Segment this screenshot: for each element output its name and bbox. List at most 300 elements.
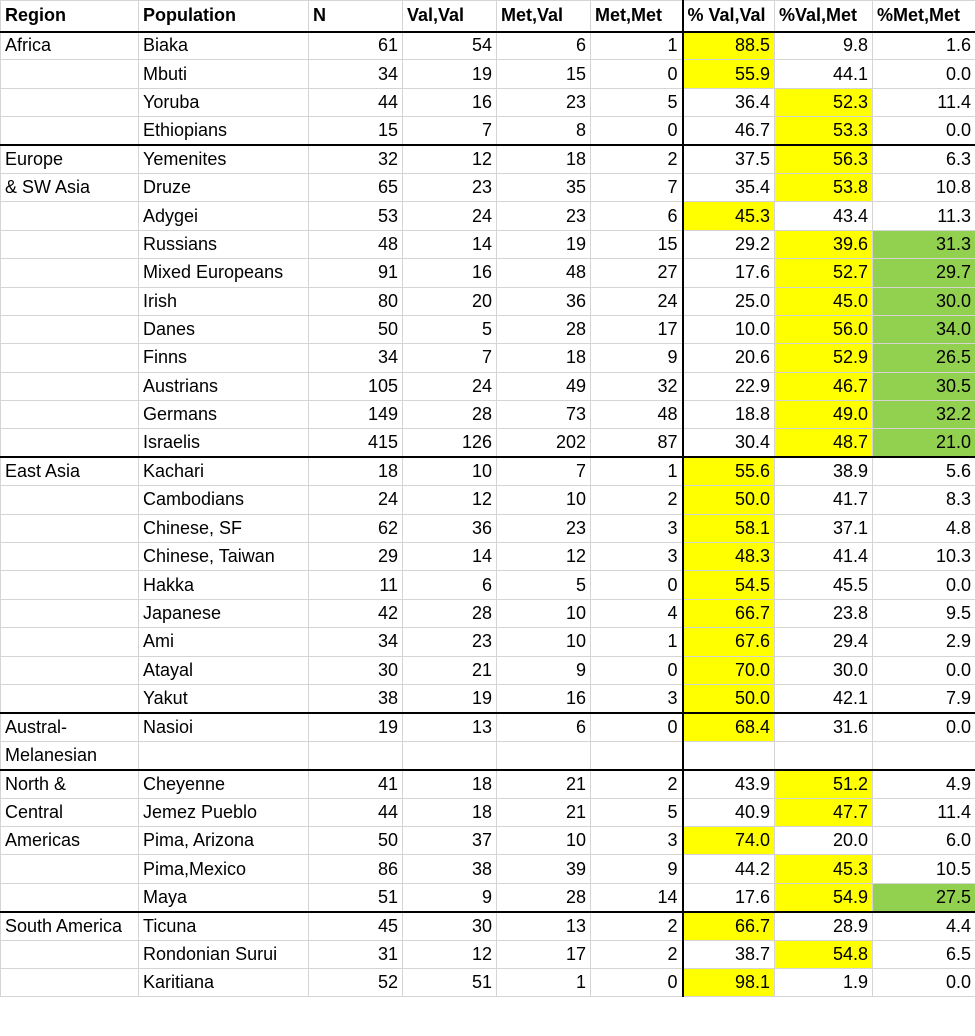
- population-cell: Rondonian Surui: [139, 940, 309, 968]
- pct-val-met-cell: 43.4: [775, 202, 873, 230]
- n-cell: 42: [309, 599, 403, 627]
- population-cell: Adygei: [139, 202, 309, 230]
- met-met-cell: 7: [591, 173, 683, 201]
- table-row: [1, 940, 975, 968]
- met-met-cell: 0: [591, 713, 683, 741]
- region-cell: [1, 60, 139, 88]
- val-val-cell: 7: [403, 117, 497, 145]
- pct-val-met-cell: 31.6: [775, 713, 873, 741]
- region-cell: & SW Asia: [1, 173, 139, 201]
- met-met-cell: 15: [591, 230, 683, 258]
- region-cell: [1, 88, 139, 116]
- pct-val-met-cell: 48.7: [775, 429, 873, 457]
- population-cell: Maya: [139, 883, 309, 911]
- table-row: [1, 230, 975, 258]
- population-cell: Mixed Europeans: [139, 259, 309, 287]
- pct-val-met-cell: 44.1: [775, 60, 873, 88]
- n-cell: 51: [309, 883, 403, 911]
- population-cell: Atayal: [139, 656, 309, 684]
- region-cell: [1, 315, 139, 343]
- table-row: [1, 486, 975, 514]
- val-val-cell: 18: [403, 770, 497, 798]
- n-cell: 38: [309, 684, 403, 712]
- table-row: [1, 855, 975, 883]
- pct-val-val-cell: 58.1: [683, 514, 775, 542]
- pct-val-val-cell: 48.3: [683, 543, 775, 571]
- n-cell: 24: [309, 486, 403, 514]
- region-cell: Europe: [1, 145, 139, 173]
- met-val-cell: 28: [497, 315, 591, 343]
- region-cell: [1, 344, 139, 372]
- n-cell: 45: [309, 912, 403, 940]
- region-cell: [1, 599, 139, 627]
- n-cell: 19: [309, 713, 403, 741]
- met-val-cell: 6: [497, 713, 591, 741]
- pct-val-met-cell: 45.0: [775, 287, 873, 315]
- pct-met-met-cell: 32.2: [873, 401, 975, 429]
- table-row: [1, 60, 975, 88]
- pct-met-met-cell: 0.0: [873, 968, 975, 996]
- region-cell: [1, 202, 139, 230]
- val-val-cell: 24: [403, 202, 497, 230]
- pct-val-met-cell: 56.3: [775, 145, 873, 173]
- n-cell: 11: [309, 571, 403, 599]
- met-met-cell: 9: [591, 344, 683, 372]
- met-met-cell: 0: [591, 571, 683, 599]
- population-cell: Austrians: [139, 372, 309, 400]
- pct-val-met-cell: 56.0: [775, 315, 873, 343]
- table-row: [1, 571, 975, 599]
- pct-val-val-cell: 46.7: [683, 117, 775, 145]
- pct-val-met-cell: 51.2: [775, 770, 873, 798]
- pct-met-met-cell: 6.0: [873, 826, 975, 854]
- table-row: [1, 259, 975, 287]
- region-cell: [1, 259, 139, 287]
- population-cell: Ami: [139, 628, 309, 656]
- header-pct-val-met: %Val,Met: [775, 1, 873, 32]
- pct-met-met-cell: 4.9: [873, 770, 975, 798]
- pct-val-met-cell: 52.3: [775, 88, 873, 116]
- met-val-cell: 23: [497, 514, 591, 542]
- met-val-cell: 10: [497, 599, 591, 627]
- pct-val-val-cell: 37.5: [683, 145, 775, 173]
- pct-met-met-cell: 11.4: [873, 798, 975, 826]
- n-cell: 80: [309, 287, 403, 315]
- met-met-cell: 1: [591, 32, 683, 60]
- pct-met-met-cell: 7.9: [873, 684, 975, 712]
- met-val-cell: 36: [497, 287, 591, 315]
- met-val-cell: 21: [497, 798, 591, 826]
- met-val-cell: 8: [497, 117, 591, 145]
- pct-val-met-cell: 30.0: [775, 656, 873, 684]
- pct-val-val-cell: 67.6: [683, 628, 775, 656]
- met-val-cell: 9: [497, 656, 591, 684]
- table-row: [1, 713, 975, 741]
- pct-met-met-cell: 0.0: [873, 60, 975, 88]
- region-cell: Africa: [1, 32, 139, 60]
- pct-val-met-cell: 45.3: [775, 855, 873, 883]
- population-cell: Hakka: [139, 571, 309, 599]
- pct-val-val-cell: 55.9: [683, 60, 775, 88]
- population-cell: Chinese, Taiwan: [139, 543, 309, 571]
- pct-val-met-cell: 45.5: [775, 571, 873, 599]
- met-val-cell: 5: [497, 571, 591, 599]
- header-met-val: Met,Val: [497, 1, 591, 32]
- met-val-cell: 12: [497, 543, 591, 571]
- region-cell: Melanesian: [1, 741, 139, 769]
- region-cell: [1, 514, 139, 542]
- n-cell: 50: [309, 315, 403, 343]
- table-row: [1, 543, 975, 571]
- n-cell: 105: [309, 372, 403, 400]
- pct-val-val-cell: 17.6: [683, 883, 775, 911]
- met-met-cell: 0: [591, 656, 683, 684]
- pct-met-met-cell: 5.6: [873, 457, 975, 485]
- met-met-cell: 3: [591, 543, 683, 571]
- val-val-cell: 20: [403, 287, 497, 315]
- pct-met-met-cell: 0.0: [873, 117, 975, 145]
- pct-val-val-cell: 29.2: [683, 230, 775, 258]
- pct-met-met-cell: 2.9: [873, 628, 975, 656]
- population-cell: Yemenites: [139, 145, 309, 173]
- pct-met-met-cell: 0.0: [873, 656, 975, 684]
- n-cell: 50: [309, 826, 403, 854]
- pct-val-val-cell: 38.7: [683, 940, 775, 968]
- val-val-cell: 16: [403, 88, 497, 116]
- pct-met-met-cell: 29.7: [873, 259, 975, 287]
- table-row: [1, 826, 975, 854]
- pct-val-met-cell: 23.8: [775, 599, 873, 627]
- n-cell: 18: [309, 457, 403, 485]
- region-cell: [1, 372, 139, 400]
- val-val-cell: 30: [403, 912, 497, 940]
- population-cell: Druze: [139, 173, 309, 201]
- region-cell: [1, 543, 139, 571]
- pct-met-met-cell: 4.8: [873, 514, 975, 542]
- header-pct-val-val: % Val,Val: [683, 1, 775, 32]
- n-cell: 30: [309, 656, 403, 684]
- region-cell: [1, 401, 139, 429]
- pct-val-met-cell: [775, 741, 873, 769]
- population-cell: Japanese: [139, 599, 309, 627]
- met-val-cell: 7: [497, 457, 591, 485]
- pct-val-met-cell: 47.7: [775, 798, 873, 826]
- region-cell: [1, 230, 139, 258]
- met-met-cell: 0: [591, 117, 683, 145]
- population-cell: Israelis: [139, 429, 309, 457]
- met-val-cell: 19: [497, 230, 591, 258]
- met-met-cell: 5: [591, 798, 683, 826]
- pct-met-met-cell: 0.0: [873, 713, 975, 741]
- met-met-cell: 2: [591, 912, 683, 940]
- region-cell: South America: [1, 912, 139, 940]
- pct-val-val-cell: 88.5: [683, 32, 775, 60]
- pct-met-met-cell: 8.3: [873, 486, 975, 514]
- population-cell: Yakut: [139, 684, 309, 712]
- n-cell: 53: [309, 202, 403, 230]
- val-val-cell: 51: [403, 968, 497, 996]
- met-val-cell: 202: [497, 429, 591, 457]
- val-val-cell: 16: [403, 259, 497, 287]
- met-met-cell: 48: [591, 401, 683, 429]
- pct-met-met-cell: 34.0: [873, 315, 975, 343]
- val-val-cell: 54: [403, 32, 497, 60]
- met-met-cell: 9: [591, 855, 683, 883]
- table-row: [1, 429, 975, 457]
- population-cell: Irish: [139, 287, 309, 315]
- pct-val-met-cell: 54.9: [775, 883, 873, 911]
- pct-val-val-cell: 45.3: [683, 202, 775, 230]
- population-cell: Karitiana: [139, 968, 309, 996]
- population-cell: Germans: [139, 401, 309, 429]
- table-row: [1, 145, 975, 173]
- val-val-cell: 13: [403, 713, 497, 741]
- table-row: [1, 798, 975, 826]
- table-row: [1, 599, 975, 627]
- pct-val-met-cell: 9.8: [775, 32, 873, 60]
- pct-val-met-cell: 53.8: [775, 173, 873, 201]
- pct-val-val-cell: 43.9: [683, 770, 775, 798]
- pct-val-val-cell: 20.6: [683, 344, 775, 372]
- table-row: [1, 912, 975, 940]
- table-body: [1, 32, 975, 997]
- pct-val-met-cell: 39.6: [775, 230, 873, 258]
- region-cell: [1, 855, 139, 883]
- val-val-cell: 14: [403, 543, 497, 571]
- val-val-cell: 5: [403, 315, 497, 343]
- n-cell: 52: [309, 968, 403, 996]
- met-val-cell: [497, 741, 591, 769]
- met-met-cell: 2: [591, 940, 683, 968]
- met-met-cell: 2: [591, 486, 683, 514]
- pct-val-val-cell: 10.0: [683, 315, 775, 343]
- val-val-cell: 6: [403, 571, 497, 599]
- pct-val-val-cell: 98.1: [683, 968, 775, 996]
- pct-val-met-cell: 38.9: [775, 457, 873, 485]
- region-cell: Austral-: [1, 713, 139, 741]
- val-val-cell: 38: [403, 855, 497, 883]
- met-met-cell: 87: [591, 429, 683, 457]
- population-cell: Finns: [139, 344, 309, 372]
- pct-val-val-cell: 44.2: [683, 855, 775, 883]
- n-cell: 29: [309, 543, 403, 571]
- met-val-cell: 1: [497, 968, 591, 996]
- pct-met-met-cell: 6.3: [873, 145, 975, 173]
- region-cell: North &: [1, 770, 139, 798]
- n-cell: 34: [309, 60, 403, 88]
- table-row: [1, 173, 975, 201]
- population-cell: Ticuna: [139, 912, 309, 940]
- header-region: Region: [1, 1, 139, 32]
- population-cell: Cambodians: [139, 486, 309, 514]
- val-val-cell: 9: [403, 883, 497, 911]
- pct-val-met-cell: 41.7: [775, 486, 873, 514]
- pct-val-val-cell: 50.0: [683, 684, 775, 712]
- n-cell: 91: [309, 259, 403, 287]
- val-val-cell: [403, 741, 497, 769]
- header-population: Population: [139, 1, 309, 32]
- pct-val-met-cell: 49.0: [775, 401, 873, 429]
- n-cell: 32: [309, 145, 403, 173]
- population-cell: [139, 741, 309, 769]
- pct-val-val-cell: 30.4: [683, 429, 775, 457]
- pct-val-met-cell: 41.4: [775, 543, 873, 571]
- pct-val-val-cell: 66.7: [683, 912, 775, 940]
- pct-val-val-cell: 17.6: [683, 259, 775, 287]
- met-val-cell: 16: [497, 684, 591, 712]
- table-row: [1, 770, 975, 798]
- pct-val-val-cell: 55.6: [683, 457, 775, 485]
- population-cell: Biaka: [139, 32, 309, 60]
- population-cell: Russians: [139, 230, 309, 258]
- pct-val-met-cell: 28.9: [775, 912, 873, 940]
- val-val-cell: 7: [403, 344, 497, 372]
- val-val-cell: 19: [403, 60, 497, 88]
- pct-val-val-cell: 66.7: [683, 599, 775, 627]
- population-cell: Pima, Arizona: [139, 826, 309, 854]
- pct-met-met-cell: 27.5: [873, 883, 975, 911]
- n-cell: 34: [309, 628, 403, 656]
- n-cell: 41: [309, 770, 403, 798]
- pct-met-met-cell: 30.5: [873, 372, 975, 400]
- n-cell: 86: [309, 855, 403, 883]
- val-val-cell: 24: [403, 372, 497, 400]
- table-row: [1, 344, 975, 372]
- val-val-cell: 12: [403, 940, 497, 968]
- table-row: [1, 883, 975, 911]
- met-val-cell: 48: [497, 259, 591, 287]
- pct-val-val-cell: 40.9: [683, 798, 775, 826]
- met-met-cell: 14: [591, 883, 683, 911]
- population-cell: Danes: [139, 315, 309, 343]
- n-cell: 415: [309, 429, 403, 457]
- met-met-cell: 32: [591, 372, 683, 400]
- header-met-met: Met,Met: [591, 1, 683, 32]
- pct-val-val-cell: 50.0: [683, 486, 775, 514]
- n-cell: 65: [309, 173, 403, 201]
- pct-val-val-cell: 22.9: [683, 372, 775, 400]
- n-cell: 61: [309, 32, 403, 60]
- val-val-cell: 37: [403, 826, 497, 854]
- n-cell: 149: [309, 401, 403, 429]
- population-cell: Yoruba: [139, 88, 309, 116]
- pct-val-val-cell: 54.5: [683, 571, 775, 599]
- table-row: [1, 684, 975, 712]
- population-cell: Jemez Pueblo: [139, 798, 309, 826]
- pct-val-val-cell: 35.4: [683, 173, 775, 201]
- region-cell: [1, 940, 139, 968]
- n-cell: 62: [309, 514, 403, 542]
- met-met-cell: 1: [591, 457, 683, 485]
- population-cell: Chinese, SF: [139, 514, 309, 542]
- table-row: [1, 656, 975, 684]
- population-cell: Cheyenne: [139, 770, 309, 798]
- pct-met-met-cell: 11.3: [873, 202, 975, 230]
- table-row: [1, 315, 975, 343]
- met-met-cell: 2: [591, 770, 683, 798]
- region-cell: [1, 883, 139, 911]
- region-cell: [1, 656, 139, 684]
- n-cell: 34: [309, 344, 403, 372]
- met-val-cell: 23: [497, 88, 591, 116]
- pct-met-met-cell: 1.6: [873, 32, 975, 60]
- val-val-cell: 23: [403, 173, 497, 201]
- header-n: N: [309, 1, 403, 32]
- met-met-cell: 3: [591, 826, 683, 854]
- table-header: [1, 1, 975, 32]
- table-row: [1, 287, 975, 315]
- met-met-cell: 24: [591, 287, 683, 315]
- met-val-cell: 21: [497, 770, 591, 798]
- pct-val-val-cell: [683, 741, 775, 769]
- region-cell: [1, 684, 139, 712]
- table-row: [1, 401, 975, 429]
- pct-val-val-cell: 74.0: [683, 826, 775, 854]
- table-row: [1, 32, 975, 60]
- met-met-cell: 3: [591, 514, 683, 542]
- pct-met-met-cell: 21.0: [873, 429, 975, 457]
- pct-val-met-cell: 52.9: [775, 344, 873, 372]
- pct-val-val-cell: 36.4: [683, 88, 775, 116]
- population-cell: Kachari: [139, 457, 309, 485]
- val-val-cell: 12: [403, 486, 497, 514]
- pct-val-met-cell: 37.1: [775, 514, 873, 542]
- population-cell: Nasioi: [139, 713, 309, 741]
- region-cell: [1, 628, 139, 656]
- pct-val-met-cell: 54.8: [775, 940, 873, 968]
- val-val-cell: 14: [403, 230, 497, 258]
- met-met-cell: 1: [591, 628, 683, 656]
- pct-val-met-cell: 52.7: [775, 259, 873, 287]
- met-val-cell: 10: [497, 826, 591, 854]
- table-row: [1, 968, 975, 996]
- header-pct-met-met: %Met,Met: [873, 1, 975, 32]
- region-cell: [1, 429, 139, 457]
- met-val-cell: 49: [497, 372, 591, 400]
- met-val-cell: 18: [497, 145, 591, 173]
- pct-met-met-cell: 10.3: [873, 543, 975, 571]
- n-cell: 44: [309, 798, 403, 826]
- table-row: [1, 117, 975, 145]
- pct-met-met-cell: 26.5: [873, 344, 975, 372]
- population-cell: Mbuti: [139, 60, 309, 88]
- pct-val-val-cell: 68.4: [683, 713, 775, 741]
- val-val-cell: 126: [403, 429, 497, 457]
- met-met-cell: 0: [591, 968, 683, 996]
- met-met-cell: 2: [591, 145, 683, 173]
- pct-met-met-cell: 31.3: [873, 230, 975, 258]
- pct-val-met-cell: 53.3: [775, 117, 873, 145]
- met-met-cell: 17: [591, 315, 683, 343]
- n-cell: 48: [309, 230, 403, 258]
- population-cell: Pima,Mexico: [139, 855, 309, 883]
- val-val-cell: 28: [403, 401, 497, 429]
- met-met-cell: 4: [591, 599, 683, 627]
- region-cell: Americas: [1, 826, 139, 854]
- pct-met-met-cell: 9.5: [873, 599, 975, 627]
- header-val-val: Val,Val: [403, 1, 497, 32]
- val-val-cell: 36: [403, 514, 497, 542]
- region-cell: [1, 571, 139, 599]
- pct-met-met-cell: 10.8: [873, 173, 975, 201]
- met-val-cell: 35: [497, 173, 591, 201]
- pct-val-met-cell: 1.9: [775, 968, 873, 996]
- pct-met-met-cell: 11.4: [873, 88, 975, 116]
- table-row: [1, 514, 975, 542]
- val-val-cell: 28: [403, 599, 497, 627]
- pct-val-val-cell: 25.0: [683, 287, 775, 315]
- met-val-cell: 6: [497, 32, 591, 60]
